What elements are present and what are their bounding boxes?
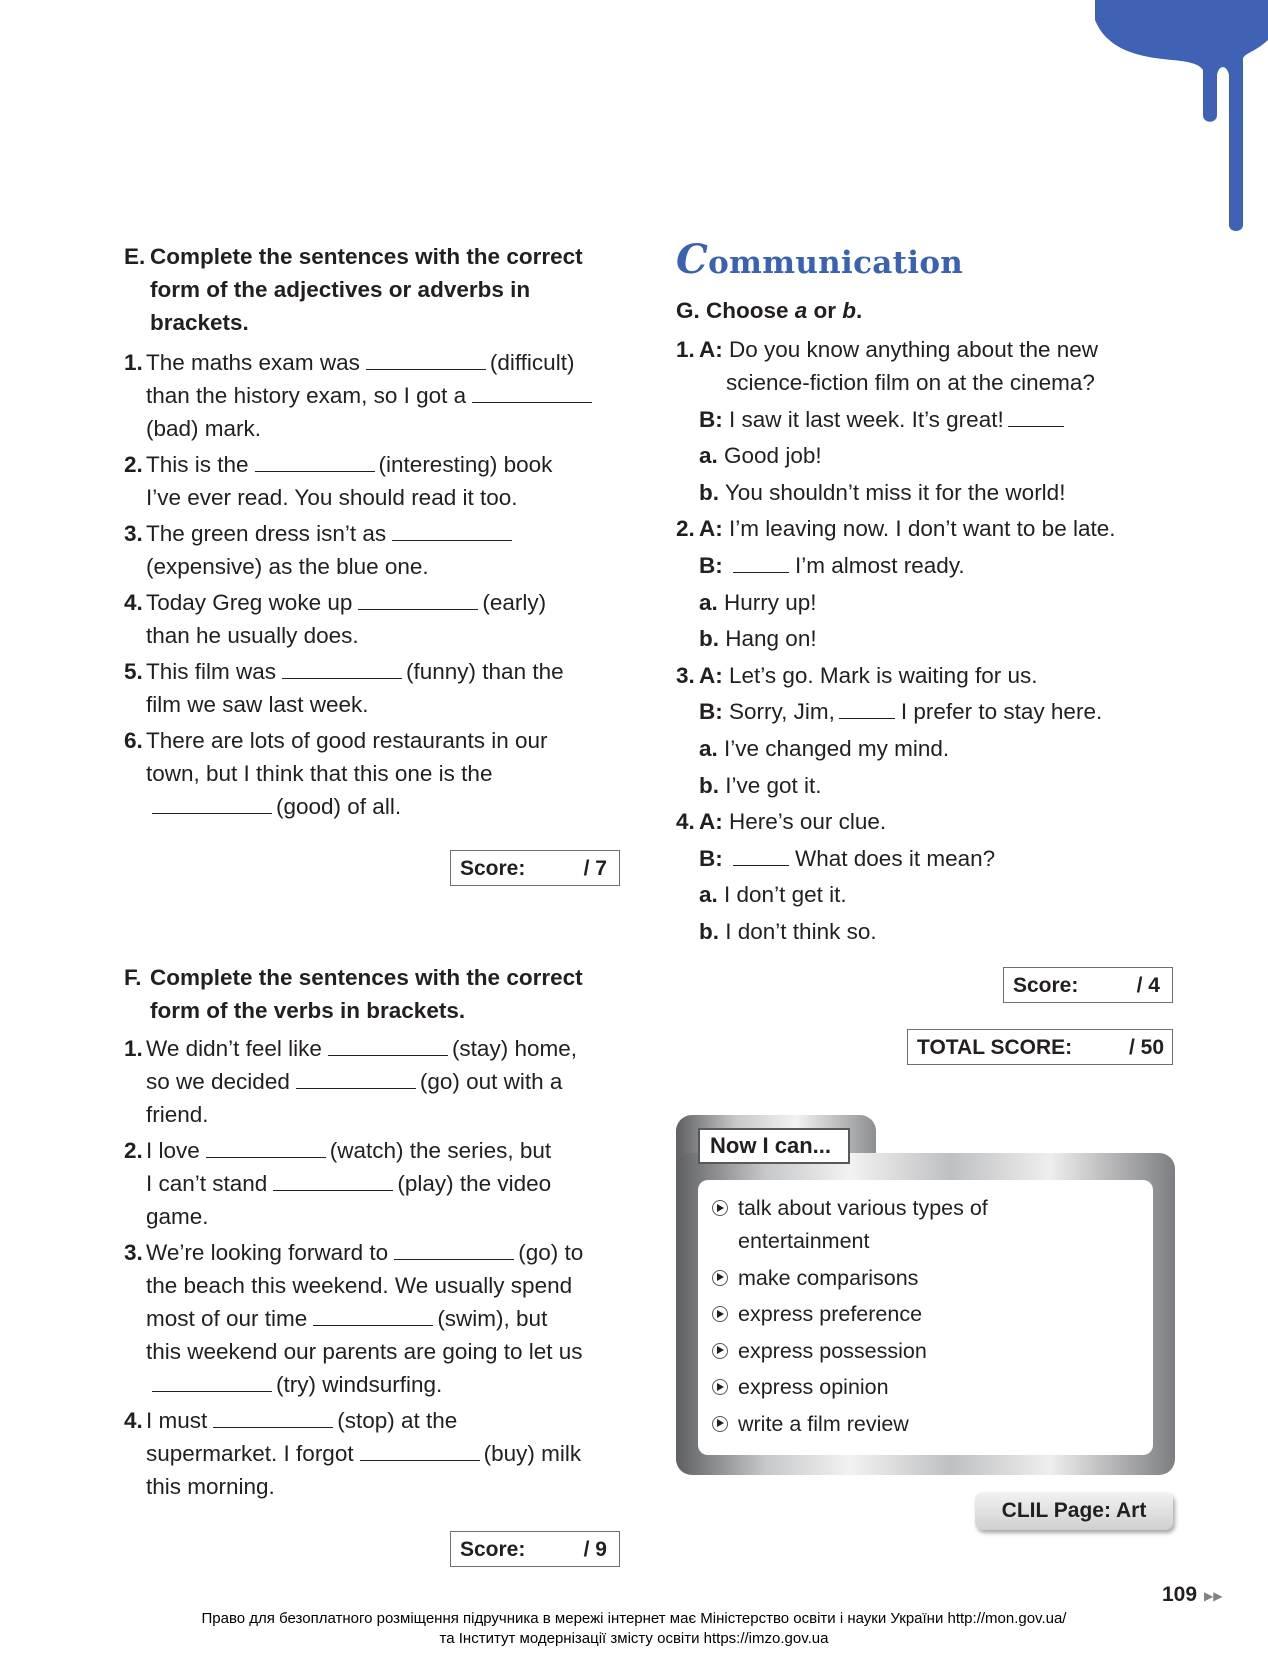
communication-heading <box>676 236 963 283</box>
total-score-box <box>907 1029 1173 1065</box>
option-text: Good job! <box>724 443 822 469</box>
sentence-line <box>146 790 401 823</box>
item-number: 2. <box>124 452 143 477</box>
can-list-item <box>712 1335 927 1368</box>
sentence-text: (early) <box>482 590 547 615</box>
can-item-text: entertainment <box>738 1229 870 1253</box>
sentence-line <box>146 1065 562 1098</box>
option-label: a. <box>699 736 718 761</box>
speaker-a-line <box>699 805 886 838</box>
task-e-score-value: / 7 <box>583 857 607 880</box>
answer-blank[interactable] <box>366 347 486 370</box>
option-label: a. <box>699 882 718 908</box>
option-a[interactable] <box>699 439 822 472</box>
speaker-a-label: A: <box>699 337 723 362</box>
sentence-text: (watch) the series, but <box>329 1138 552 1163</box>
answer-blank[interactable] <box>394 1237 514 1260</box>
item-number: 1. <box>124 350 143 375</box>
sentence-line <box>146 757 492 790</box>
sentence-line <box>146 655 564 688</box>
option-a[interactable] <box>699 732 949 765</box>
task-f-title-line-1: Complete the sentences with the correct <box>150 965 583 990</box>
item-number: 4. <box>124 590 143 615</box>
task-g-score-box <box>1003 967 1173 1003</box>
sentence-text: the beach this weekend. We usually spend <box>146 1273 573 1298</box>
task-f-title <box>124 961 644 1027</box>
can-item-text: write a film review <box>738 1411 909 1436</box>
option-b[interactable] <box>699 915 877 948</box>
answer-blank[interactable] <box>282 656 402 679</box>
answer-blank[interactable] <box>733 550 789 573</box>
speaker-a-line <box>699 333 1098 366</box>
clil-page-button[interactable]: CLIL Page: Art <box>975 1492 1173 1530</box>
speaker-a-label: A: <box>699 516 723 542</box>
can-item-text: express opinion <box>738 1375 889 1399</box>
sentence-text: (go) out with a <box>419 1069 563 1094</box>
speaker-a-line <box>699 659 1037 692</box>
sentence-text: (interesting) book <box>378 452 553 477</box>
answer-blank[interactable] <box>328 1033 448 1056</box>
speaker-b-line <box>699 842 995 875</box>
sentence-text: (swim), but <box>437 1306 548 1331</box>
sentence-line <box>146 1302 547 1335</box>
sentence-text: (go) to <box>518 1240 584 1265</box>
communication-heading-rest: ommunication <box>708 245 964 281</box>
speaker-b-line <box>699 403 1070 436</box>
dialogue-number: 4. <box>676 809 695 835</box>
sentence-text: We’re looking forward to <box>146 1240 389 1265</box>
sentence-text: this weekend our parents are going to let us <box>146 1339 583 1364</box>
speaker-b-label: B: <box>699 699 723 725</box>
answer-blank[interactable] <box>152 1369 272 1392</box>
speaker-b-text: Sorry, Jim, <box>729 699 835 725</box>
task-g-title <box>676 294 862 327</box>
task-f-letter: F. <box>124 965 142 990</box>
total-score-label: TOTAL SCORE: <box>917 1036 1073 1059</box>
item-number: 1. <box>124 1036 143 1061</box>
option-b[interactable] <box>699 476 1065 509</box>
sentence-text: I’ve ever read. You should read it too. <box>146 485 518 510</box>
play-circle-icon <box>712 1200 728 1216</box>
can-list-item <box>712 1408 909 1441</box>
footer-line-1: Право для безоплатного розміщення підручника в мережі інтернет має Міністерство освіти і науки України http://mon.gov.ua/ <box>201 1610 1067 1627</box>
answer-blank[interactable] <box>313 1303 433 1326</box>
speaker-a-text: science-fiction film on at the cinema? <box>726 370 1095 395</box>
sentence-line <box>146 1404 457 1437</box>
option-text: Hang on! <box>725 626 817 652</box>
sentence-line <box>146 346 574 379</box>
item-number: 5. <box>124 659 143 684</box>
sentence-text: We didn’t feel like <box>146 1036 322 1061</box>
sentence-line <box>146 1134 551 1167</box>
option-a[interactable] <box>699 878 847 911</box>
sentence-text: The green dress isn’t as <box>146 521 387 546</box>
sentence-line <box>146 379 596 412</box>
item-number: 6. <box>124 728 143 753</box>
footer-line-2: та Інститут модернізації змісту освіти https://imzo.gov.ua <box>439 1630 829 1647</box>
sentence-line <box>146 517 516 550</box>
next-page-icon: ▶▶ <box>1204 1589 1223 1603</box>
can-list-item <box>712 1192 988 1258</box>
speaker-a-label: A: <box>699 662 723 688</box>
play-circle-icon <box>712 1416 728 1432</box>
sentence-line <box>146 412 261 445</box>
task-g-score-label: Score: <box>1013 974 1079 997</box>
answer-blank[interactable] <box>273 1168 393 1191</box>
sentence-line <box>146 1236 583 1269</box>
sentence-text: game. <box>146 1204 209 1229</box>
sentence-text: (bad) mark. <box>146 416 262 441</box>
speaker-b-label: B: <box>699 553 723 578</box>
answer-blank[interactable] <box>255 449 375 472</box>
sentence-line <box>146 550 429 583</box>
sentence-line <box>146 481 518 514</box>
page-number: 109 <box>1162 1583 1198 1606</box>
play-circle-icon <box>712 1270 728 1286</box>
sentence-line <box>146 586 546 619</box>
speaker-b-text: What does it mean? <box>795 845 996 871</box>
sentence-text: friend. <box>146 1102 209 1127</box>
task-e-title <box>124 240 644 339</box>
option-label: b. <box>699 772 719 798</box>
answer-blank[interactable] <box>296 1066 416 1089</box>
speaker-b-text: I saw it last week. It’s great! <box>729 406 1004 432</box>
sentence-text: (buy) milk <box>483 1441 582 1466</box>
task-g-title-a: a <box>794 298 808 323</box>
sentence-line <box>146 1470 275 1503</box>
option-label: a. <box>699 589 718 615</box>
sentence-text: this morning. <box>146 1474 275 1499</box>
answer-blank[interactable] <box>152 791 272 814</box>
can-item-text: talk about various types of <box>738 1196 988 1220</box>
dialogue-number: 1. <box>676 337 695 362</box>
sentence-text: (good) of all. <box>276 794 402 819</box>
sentence-text: (stay) home, <box>451 1036 577 1061</box>
sentence-text: supermarket. I forgot <box>146 1441 354 1466</box>
item-number: 3. <box>124 521 143 546</box>
sentence-line <box>146 1032 577 1065</box>
option-text: I don’t get it. <box>724 882 847 908</box>
sentence-text: Today Greg woke up <box>146 590 353 615</box>
sentence-text: (difficult) <box>489 350 575 375</box>
task-f-title-line-2: form of the verbs in brackets. <box>150 998 466 1023</box>
sentence-line <box>146 1167 551 1200</box>
item-number: 3. <box>124 1240 143 1265</box>
dialogue-number: 2. <box>676 516 695 542</box>
answer-blank[interactable] <box>392 518 512 541</box>
sentence-text: I love <box>146 1138 200 1163</box>
speaker-b-text: I’m almost ready. <box>795 553 965 578</box>
sentence-line <box>146 1200 209 1233</box>
sentence-text: (try) windsurfing. <box>276 1372 443 1397</box>
option-label: b. <box>699 479 719 505</box>
task-e-title-line-1: Complete the sentences with the correct <box>150 244 583 269</box>
sentence-line <box>146 1269 572 1302</box>
speaker-b-line <box>699 695 1102 728</box>
option-text: Hurry up! <box>724 589 817 615</box>
sentence-line <box>146 724 547 757</box>
task-g-title-b: b <box>842 298 857 323</box>
speaker-a-text: I’m leaving now. I don’t want to be late. <box>729 516 1116 542</box>
speaker-a-line <box>699 512 1116 545</box>
option-b[interactable] <box>699 622 817 655</box>
sentence-line <box>146 688 369 721</box>
dialogue-number: 3. <box>676 662 695 688</box>
answer-blank[interactable] <box>360 1438 480 1461</box>
total-score-value: / 50 <box>1128 1036 1164 1059</box>
task-e-letter: E. <box>124 244 146 269</box>
answer-blank[interactable] <box>472 380 592 403</box>
task-f-score-label: Score: <box>460 1538 526 1561</box>
option-a[interactable] <box>699 586 817 619</box>
speaker-a-label: A: <box>699 809 723 835</box>
option-label: a. <box>699 443 718 469</box>
sentence-line <box>146 1335 583 1368</box>
item-number: 2. <box>124 1138 143 1163</box>
sentence-line <box>146 619 359 652</box>
can-item-text: express possession <box>738 1338 927 1363</box>
option-label: b. <box>699 626 719 652</box>
sentence-text: (expensive) as the blue one. <box>146 554 429 579</box>
sentence-text: I can’t stand <box>146 1171 268 1196</box>
task-e-score-label: Score: <box>460 857 526 880</box>
speaker-b-text: I prefer to stay here. <box>900 699 1103 725</box>
sentence-line <box>146 1437 581 1470</box>
sentence-text: (stop) at the <box>337 1408 458 1433</box>
sentence-text: (play) the video <box>397 1171 552 1196</box>
sentence-line <box>146 448 552 481</box>
sentence-text: This is the <box>146 452 249 477</box>
speaker-b-label: B: <box>699 845 723 871</box>
speaker-a-text: Here’s our clue. <box>729 809 887 835</box>
can-list-item <box>712 1371 889 1404</box>
speaker-a-line <box>726 366 1095 399</box>
option-text: I’ve changed my mind. <box>724 736 950 761</box>
sentence-line <box>146 1098 209 1131</box>
sentence-text: This film was <box>146 659 277 684</box>
speaker-b-label: B: <box>699 406 723 432</box>
option-text: I’ve got it. <box>725 772 822 798</box>
can-list-item <box>712 1298 922 1331</box>
can-item-text: make comparisons <box>738 1265 919 1290</box>
answer-blank[interactable] <box>213 1405 333 1428</box>
answer-blank[interactable] <box>733 843 789 866</box>
answer-blank[interactable] <box>839 696 895 719</box>
speaker-a-text: Do you know anything about the new <box>729 337 1099 362</box>
sentence-line <box>146 1368 442 1401</box>
sentence-text: (funny) than the <box>406 659 564 684</box>
sentence-text: most of our time <box>146 1306 308 1331</box>
answer-blank[interactable] <box>1008 404 1064 427</box>
communication-heading-cap: C <box>676 236 709 283</box>
sentence-text: town, but I think that this one is the <box>146 761 493 786</box>
play-circle-icon <box>712 1343 728 1359</box>
sentence-text: than the history exam, so I got a <box>146 383 467 408</box>
now-i-can-title: Now I can... <box>698 1128 850 1164</box>
task-e-title-line-2: form of the adjectives or adverbs in <box>150 277 531 302</box>
sentence-text: so we decided <box>146 1069 290 1094</box>
option-b[interactable] <box>699 769 822 802</box>
sentence-text: than he usually does. <box>146 623 359 648</box>
task-g-score-value: / 4 <box>1136 974 1160 997</box>
paint-drip-decoration <box>1095 0 1268 235</box>
task-g-title-dot: . <box>856 298 863 323</box>
can-list-item <box>712 1262 918 1295</box>
item-number: 4. <box>124 1408 143 1433</box>
can-item-text: express preference <box>738 1302 923 1326</box>
speaker-b-line <box>699 549 965 582</box>
task-g-title-or: or <box>807 298 843 323</box>
sentence-text: There are lots of good restaurants in our <box>146 728 548 753</box>
sentence-text: The maths exam was <box>146 350 360 375</box>
task-f-score-value: / 9 <box>583 1538 607 1561</box>
option-label: b. <box>699 919 719 944</box>
play-circle-icon <box>712 1306 728 1322</box>
task-g-title-prefix: G. Choose <box>676 298 795 323</box>
option-text: You shouldn’t miss it for the world! <box>724 479 1066 505</box>
answer-blank[interactable] <box>358 587 478 610</box>
sentence-text: film we saw last week. <box>146 692 369 717</box>
option-text: I don’t think so. <box>725 919 877 944</box>
task-e-score-box <box>450 850 620 886</box>
sentence-text: I must <box>146 1408 208 1433</box>
play-circle-icon <box>712 1379 728 1395</box>
task-e-title-line-3: brackets. <box>150 310 249 335</box>
task-f-score-box <box>450 1531 620 1567</box>
speaker-a-text: Let’s go. Mark is waiting for us. <box>729 662 1038 688</box>
answer-blank[interactable] <box>206 1135 326 1158</box>
